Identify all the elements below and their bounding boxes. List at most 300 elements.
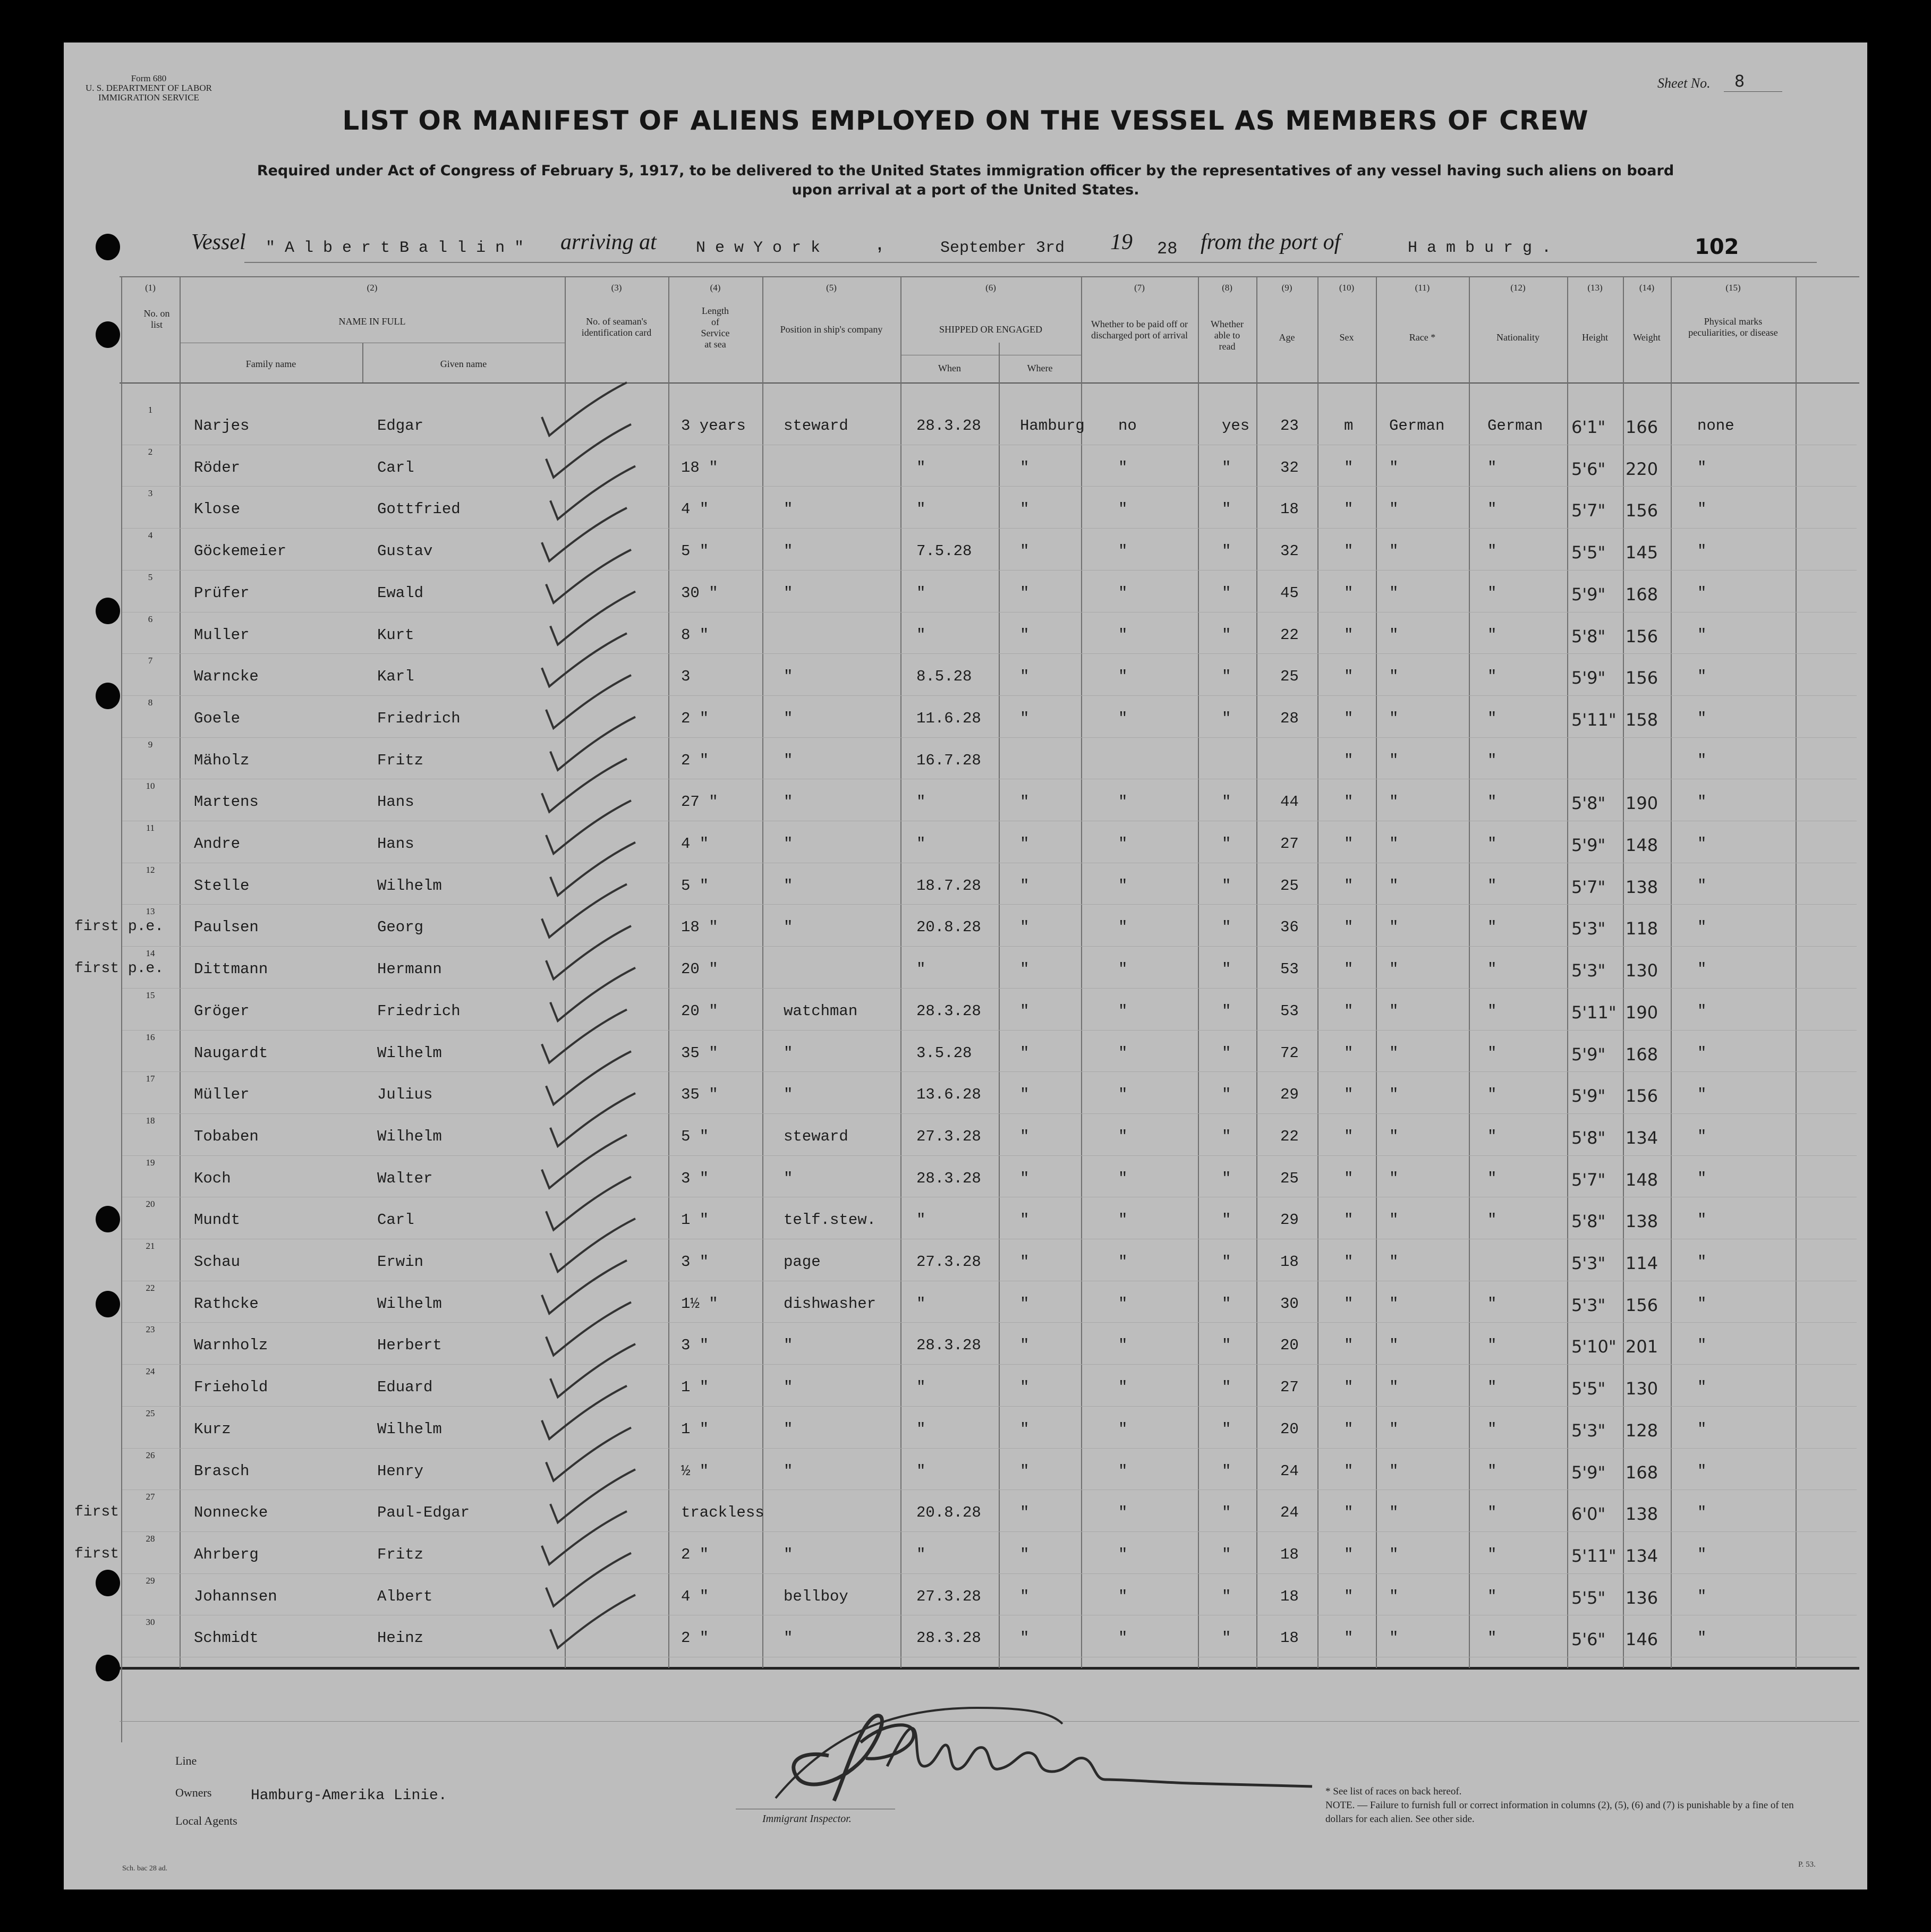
cell-where: " [1020,1127,1030,1145]
colnum-6: (6) [985,283,996,293]
cell-service: 35 " [681,1044,718,1062]
cell-service: 3 " [681,1169,709,1187]
cell-given: Henry [377,1462,424,1480]
cell-family: Johannsen [194,1587,277,1605]
cell-service: 2 " [681,1545,709,1563]
cell-height: 5'5" [1571,1378,1606,1399]
cell-when: " [916,1211,926,1229]
cell-family: Paulsen [194,918,259,937]
row-number: 12 [146,864,155,875]
header-length-service: Length of Service at sea [701,305,730,350]
colnum-1: (1) [145,283,156,293]
cell-where: " [1020,1420,1030,1438]
cell-sex: " [1344,1462,1354,1480]
cell-family: Schau [194,1253,241,1271]
cell-paid: " [1118,918,1128,937]
cell-when: 28.3.28 [916,1002,981,1020]
cell-sex: " [1344,1337,1354,1355]
cell-marks: " [1697,709,1707,727]
cell-position: " [784,709,793,727]
cell-weight: 146 [1626,1629,1658,1650]
cell-race: " [1389,1504,1399,1522]
cell-age: 23 [1280,417,1299,435]
row-number: 20 [146,1199,155,1210]
cell-when: " [916,960,926,978]
inspector-label: Immigrant Inspector. [762,1813,852,1825]
cell-weight: 156 [1626,500,1658,521]
cell-family: Göckemeier [194,542,287,560]
cell-when: " [916,1462,926,1480]
cell-age: 32 [1280,542,1299,560]
row-number: 14 [146,948,155,959]
cell-height: 5'9" [1571,668,1606,688]
cell-service: 2 " [681,751,709,769]
cell-weight: 168 [1626,1462,1658,1483]
cell-sex: " [1344,835,1354,853]
cell-given: Walter [377,1169,433,1187]
cell-given: Fritz [377,1545,424,1563]
check-mark [542,1135,627,1188]
cell-paid: " [1118,584,1128,602]
cell-position: " [784,1169,793,1187]
cell-family: Ahrberg [194,1545,259,1563]
cell-given: Wilhelm [377,876,442,895]
cell-nat: " [1487,1127,1497,1145]
cell-paid: " [1118,458,1128,476]
cell-race: " [1389,1253,1399,1271]
cell-sex: " [1344,1127,1354,1145]
cell-age: 53 [1280,960,1299,978]
line-label: Line [175,1754,197,1767]
cell-sex: " [1344,960,1354,978]
cell-weight: 220 [1626,458,1658,479]
cell-marks: " [1697,1086,1707,1104]
cell-race: " [1389,1002,1399,1020]
header-position: Position in ship's company [780,324,883,335]
cell-family: Warncke [194,668,259,686]
cell-paid: " [1118,542,1128,560]
cell-when: " [916,626,926,644]
cell-age: 18 [1280,500,1299,518]
cell-where: " [1020,1211,1030,1229]
cell-service: 8 " [681,626,709,644]
cell-height: 5'8" [1571,1127,1606,1148]
cell-given: Erwin [377,1253,424,1271]
row-number: 18 [146,1115,155,1126]
cell-position: " [784,1337,793,1355]
cell-age: 24 [1280,1462,1299,1480]
owners-label: Owners [175,1786,212,1799]
cell-race: " [1389,1211,1399,1229]
colnum-4: (4) [710,283,721,293]
cell-race: " [1389,1086,1399,1104]
cell-read: " [1222,1169,1231,1187]
row-number: 30 [146,1617,155,1628]
cell-weight: 114 [1626,1253,1658,1273]
check-mark [546,926,631,979]
page-code: P. 53. [1798,1860,1816,1869]
cell-weight: 168 [1626,584,1658,605]
cell-marks: " [1697,835,1707,853]
cell-family: Prüfer [194,584,250,602]
cell-service: 5 " [681,542,709,560]
cell-position: watchman [784,1002,858,1020]
cell-position: " [784,751,793,769]
cell-position: telf.stew. [784,1211,877,1229]
colnum-10: (10) [1339,283,1355,293]
header-race: Race * [1409,332,1436,343]
check-mark [542,508,627,561]
cell-family: Kurz [194,1420,231,1438]
cell-position: " [784,918,793,937]
cell-paid: " [1118,1211,1128,1229]
cell-sex: " [1344,1295,1354,1313]
cell-race: " [1389,1462,1399,1480]
cell-marks: " [1697,1044,1707,1062]
cell-where: " [1020,542,1030,560]
row-number: 2 [148,446,153,457]
check-mark [546,1428,631,1481]
cell-height: 5'9" [1571,1086,1606,1107]
cell-family: Mundt [194,1211,241,1229]
race-note: * See list of races on back hereof. [1325,1786,1462,1797]
colnum-2: (2) [367,283,378,293]
cell-age: 18 [1280,1253,1299,1271]
cell-read: " [1222,876,1231,895]
row-number: 17 [146,1074,155,1084]
cell-race: " [1389,668,1399,686]
cell-read: " [1222,1629,1231,1647]
header-weight: Weight [1633,332,1661,343]
cell-given: Hans [377,793,414,811]
cell-where: " [1020,584,1030,602]
cell-position: " [784,500,793,518]
cell-read: " [1222,709,1231,727]
cell-weight: 148 [1626,1169,1658,1190]
cell-weight: 156 [1626,668,1658,688]
cell-family: Nonnecke [194,1504,268,1522]
cell-race: " [1389,960,1399,978]
cell-nat: " [1487,1295,1497,1313]
cell-paid: " [1118,1295,1128,1313]
cell-sex: " [1344,1086,1354,1104]
header-id-card: No. of seaman's identification card [581,316,652,338]
punch-hole [96,234,120,260]
cell-marks: " [1697,584,1707,602]
cell-read: " [1222,960,1231,978]
cell-sex: " [1344,1629,1354,1647]
arriving-label: arriving at [560,230,657,254]
cell-read: " [1222,1545,1231,1563]
cell-height: 5'11" [1571,1002,1617,1023]
cell-nat: " [1487,1086,1497,1104]
margin-note: first p.e. [74,960,164,977]
cell-when: 20.8.28 [916,918,981,937]
cell-family: Müller [194,1086,250,1104]
cell-race: " [1389,458,1399,476]
cell-when: 28.3.28 [916,417,981,435]
cell-given: Carl [377,458,414,476]
cell-weight: 190 [1626,1002,1658,1023]
cell-when: 8.5.28 [916,668,972,686]
form-number: Form 680 [131,73,167,83]
cell-nat: " [1487,709,1497,727]
check-mark [542,382,627,436]
cell-nat: " [1487,1462,1497,1480]
year-suffix: 28 [1157,239,1178,259]
cell-family: Rathcke [194,1295,259,1313]
cell-paid: " [1118,835,1128,853]
cell-age: 27 [1280,835,1299,853]
cell-given: Fritz [377,751,424,769]
cell-read: " [1222,918,1231,937]
cell-age: 32 [1280,458,1299,476]
row-number: 21 [146,1241,155,1251]
cell-where: " [1020,1086,1030,1104]
arrival-date: September 3rd [940,239,1065,257]
cell-position: " [784,1545,793,1563]
cell-paid: " [1118,793,1128,811]
cell-service: 1 " [681,1420,709,1438]
cell-marks: " [1697,1378,1707,1397]
cell-nat: " [1487,1378,1497,1397]
cell-age: 53 [1280,1002,1299,1020]
cell-age: 24 [1280,1504,1299,1522]
cell-sex: " [1344,1587,1354,1605]
colnum-11: (11) [1415,283,1430,293]
cell-age: 25 [1280,1169,1299,1187]
cell-weight: 166 [1626,417,1658,437]
check-mark [546,801,631,854]
cell-read: " [1222,1378,1231,1397]
cell-sex: " [1344,1253,1354,1271]
cell-sex: " [1344,458,1354,476]
cell-marks: " [1697,1462,1707,1480]
cell-paid: " [1118,1002,1128,1020]
cell-service: 20 " [681,1002,718,1020]
cell-marks: " [1697,1002,1707,1020]
cell-paid: " [1118,960,1128,978]
check-mark [542,1511,627,1564]
cell-given: Paul-Edgar [377,1504,470,1522]
cell-where: " [1020,1044,1030,1062]
cell-family: Dittmann [194,960,268,978]
cell-read: " [1222,542,1231,560]
cell-when: 13.6.28 [916,1086,981,1104]
cell-where: " [1020,960,1030,978]
cell-nat: " [1487,1211,1497,1229]
cell-family: Warnholz [194,1337,268,1355]
row-number: 13 [146,906,155,917]
cell-read: " [1222,1420,1231,1438]
cell-when: " [916,835,926,853]
departure-port: H a m b u r g . [1408,239,1552,257]
cell-sex: " [1344,1211,1354,1229]
cell-height: 5'3" [1571,1295,1606,1315]
cell-where: " [1020,1253,1030,1271]
cell-where: " [1020,1629,1030,1647]
cell-read: " [1222,1295,1231,1313]
print-code: Sch. bac 28 ad. [122,1865,168,1873]
cell-nat: " [1487,668,1497,686]
punch-hole [96,598,120,624]
cell-position: " [784,1378,793,1397]
cell-position: steward [784,1127,848,1145]
check-mark [546,424,631,478]
cell-height: 5'5" [1571,542,1606,563]
cell-when: 27.3.28 [916,1587,981,1605]
cell-service: 1 " [681,1211,709,1229]
row-number: 4 [148,530,153,541]
form-title: LIST OR MANIFEST OF ALIENS EMPLOYED ON THE VESSEL AS MEMBERS OF CREW [342,105,1589,136]
cell-family: Schmidt [194,1629,259,1647]
cell-marks: " [1697,668,1707,686]
cell-nat: " [1487,626,1497,644]
cell-read: " [1222,1044,1231,1062]
header-age: Age [1279,332,1295,343]
check-mark [542,884,627,937]
cell-where: " [1020,1169,1030,1187]
cell-marks: " [1697,1587,1707,1605]
cell-race: " [1389,709,1399,727]
cell-sex: " [1344,1378,1354,1397]
cell-read: " [1222,793,1231,811]
cell-where: " [1020,876,1030,895]
cell-given: Ewald [377,584,424,602]
cell-service: 35 " [681,1086,718,1104]
punch-hole [96,1570,120,1596]
cell-marks: " [1697,458,1707,476]
cell-sex: " [1344,1002,1354,1020]
cell-paid: " [1118,1504,1128,1522]
row-number: 25 [146,1408,155,1418]
sheet-label: Sheet No. [1657,75,1711,91]
cell-when: " [916,1545,926,1563]
cell-read: " [1222,584,1231,602]
cell-nat: " [1487,876,1497,895]
cell-paid: " [1118,1420,1128,1438]
cell-marks: " [1697,1169,1707,1187]
cell-race: " [1389,1420,1399,1438]
cell-when: 16.7.28 [916,751,981,769]
header-where: Where [1027,363,1053,373]
cell-family: Klose [194,500,241,518]
cell-height: 5'9" [1571,584,1606,605]
cell-where: " [1020,1545,1030,1563]
cell-position: steward [784,417,848,435]
cell-height: 5'5" [1571,1587,1606,1608]
cell-service: 3 [681,668,691,686]
cell-height: 5'3" [1571,1420,1606,1441]
cell-nat: " [1487,1587,1497,1605]
cell-family: Koch [194,1169,231,1187]
cell-height: 5'7" [1571,500,1606,521]
cell-weight: 118 [1626,918,1658,939]
row-number: 6 [148,614,153,624]
cell-family: Friehold [194,1378,268,1397]
cell-where: " [1020,458,1030,476]
row-number: 11 [146,823,155,833]
cell-read: " [1222,500,1231,518]
cell-age: 18 [1280,1545,1299,1563]
cell-weight: 158 [1626,709,1658,730]
cell-weight: 134 [1626,1545,1658,1566]
header-nationality: Nationality [1496,332,1539,343]
cell-given: Herbert [377,1337,442,1355]
margin-note: first [74,1504,120,1521]
row-number: 19 [146,1157,155,1168]
row-number: 5 [148,572,153,582]
cell-age: 22 [1280,1127,1299,1145]
check-mark [546,1302,631,1355]
cell-height: 6'1" [1571,417,1606,437]
cell-nat: " [1487,458,1497,476]
cell-race: " [1389,500,1399,518]
cell-sex: " [1344,668,1354,686]
vessel-label: Vessel [191,230,246,254]
cell-given: Eduard [377,1378,433,1397]
cell-race: " [1389,918,1399,937]
cell-where: " [1020,835,1030,853]
cell-where: " [1020,918,1030,937]
cell-weight: 148 [1626,835,1658,855]
colnum-9: (9) [1281,283,1292,293]
check-mark [546,1177,631,1230]
cell-sex: " [1344,626,1354,644]
vessel-name: " A l b e r t B a l l i n " [266,239,524,257]
cell-weight: 168 [1626,1044,1658,1065]
cell-height: 5'11" [1571,1545,1617,1566]
cell-marks: " [1697,960,1707,978]
cell-race: " [1389,1629,1399,1647]
cell-height: 5'7" [1571,876,1606,897]
cell-marks: " [1697,542,1707,560]
manifest-sheet: Form 680 U. S. DEPARTMENT OF LABOR IMMIGRATION SERVICE Sheet No. 8 LIST OR MANIFEST OF ALIENS EMPLOYED ON THE VESSEL AS MEMBERS OF CREW Required under Act of Congress of February 5, 1917, to be delivered to the United States immigration officer by the representatives of any vessel having such aliens on board upon arrival at a port of the United States. Vessel " A l b e r t B a l l i n " arriving at N e w Y o r k , September 3rd 19 28 from the port of H a m b u r g . 102 (1) (2) (3) (4) (5) (6) (7) (8) (9) (10) (11) (12) (13) (14) (15) No. on list NAME IN FULL Family name Given name No. of seaman's identification card Length of Service at sea Position in ship's company SHIPPED OR ENGAGED When Where Whether to be paid off or discharged port of arrival Whether able to read Age Sex Race * Nationality Height Weight Physical marks peculiarities, or disease 1 Narjes Edgar 3 years steward 28.3.28 Hamburg no yes 23 m German German 6'1" 166 none 2 Röder Carl 18 " " " " " 32 " " " 5'6" 220 " 3 Klose Gottfried 4 " " " " " " 18 " " " 5'7" 156 " 4 Göckemeier Gustav 5 " " 7.5.28 " " " 32 " " " 5'5" 145 " 5 Prüfer Ewald 30 " " " " " " 45 " " " 5'9" 168 " 6 Muller Kurt 8 " " " " " 22 " " " 5'8" 156 " 7 Warncke Karl 3 " 8.5.28 " " " 25 " " " 5'9" 156 " 8 Goele Friedrich 2 " " 11.6.28 " " " 28 " " " 5'11" 158 " 9 Mäholz Fritz 2 " " 16.7.28 " " " " 10 Martens Hans 27 " " " " " " 44 " " " 5'8" 190 " 11 Andre Hans 4 " " " " " " 27 " " " 5'9" 148 " 12 Stelle Wilhelm 5 " " 18.7.28 " " " 25 " " " 5'7" 138 " 13 Paulsen Georg 18 " " 20.8.28 " " " 36 " " " 5'3" 118 " 14 Dittmann Hermann 20 " " " " " 53 " " " 5'3" 130 " 15 Gröger Friedrich 20 " watchman 28.3.28 " " " 53 " " " 5'11" 190 " 16 Naugardt Wilhelm 35 " " 3.5.28 " " " 72 " " " 5'9" 168 " 17 Müller Julius 35 " " 13.6.28 " " " 29 " " " 5'9" 156 " 18 Tobaben Wilhelm 5 " steward 27.3.28 " " " 22 " " " 5'8" 134 " 19 Koch Walter 3 " " 28.3.28 " " " 25 " " " 5'7" 148 " 20 Mundt Carl 1 " telf.stew. " " " " 29 " " " 5'8" 138 " 21 Schau Erwin 3 " page 27.3.28 " " " 18 " " 5'3" 114 " 22 Rathcke Wilhelm 1½ " dishwasher " " " " 30 " " " 5'3" 156 " 23 Warnholz Herbert 3 " " 28.3.28 " " " 20 " " " 5'10" 201 " 24 Friehold Eduard 1 " " " " " " 27 " " " 5'5" 130 " 25 Kurz Wilhelm 1 " " " " " " 20 " " " 5'3" 128 " 26 Brasch Henry ½ " " " " " " 24 " " " 5'9" 168 " 27 Nonnecke Paul-Edgar trackless 20.8.28 " " " 24 " " " 6'0" 138 " 28 Ahrberg Fritz 2 " " " " " " 18 " " " 5'11" 134 " 29 Johannsen Albert 4 " bellboy 27.3.28 " " " 18 " " " 5'5" 136 " 30 Schmidt Heinz 2 " " 28.3.28 " " " 18 " " " 5'6" 146 " first p.e. first p.e. first first Line Owners Hamburg-Amerika Linie. Local Agents Immigrant Inspector. * See list of races on back hereof. NOTE. — Failure to furnish full or correct information in columns (2), (5), (6) and (7) is punishable by a fine of ten dollars for each alien. See other side. Sch. bac 28 ad. P. 53. [64,42,1867,1890]
cell-height: 5'8" [1571,1211,1606,1232]
cell-service: 18 " [681,918,718,937]
cell-height: 5'9" [1571,1044,1606,1065]
cell-weight: 134 [1626,1127,1658,1148]
cell-weight: 138 [1626,1504,1658,1525]
cell-given: Heinz [377,1629,424,1647]
cell-nat: " [1487,793,1497,811]
cell-height: 5'9" [1571,1462,1606,1483]
cell-nat: " [1487,1420,1497,1438]
cell-age: 18 [1280,1587,1299,1605]
cell-height: 5'6" [1571,458,1606,479]
cell-read: " [1222,835,1231,853]
cell-marks: " [1697,1295,1707,1313]
cell-service: 18 " [681,458,718,476]
check-mark [546,1051,631,1104]
cell-when: 27.3.28 [916,1253,981,1271]
cell-read: " [1222,1253,1231,1271]
cell-race: " [1389,1587,1399,1605]
cell-position: " [784,876,793,895]
colnum-13: (13) [1587,283,1603,293]
cell-sex: " [1344,793,1354,811]
cell-service: 5 " [681,1127,709,1145]
cell-marks: " [1697,626,1707,644]
check-mark [542,1386,627,1439]
cell-weight: 156 [1626,626,1658,646]
cell-where: " [1020,500,1030,518]
cell-service: 1 " [681,1378,709,1397]
cell-service: 1½ " [681,1295,718,1313]
cell-service: 4 " [681,500,709,518]
cell-where: " [1020,1337,1030,1355]
cell-when: 3.5.28 [916,1044,972,1062]
